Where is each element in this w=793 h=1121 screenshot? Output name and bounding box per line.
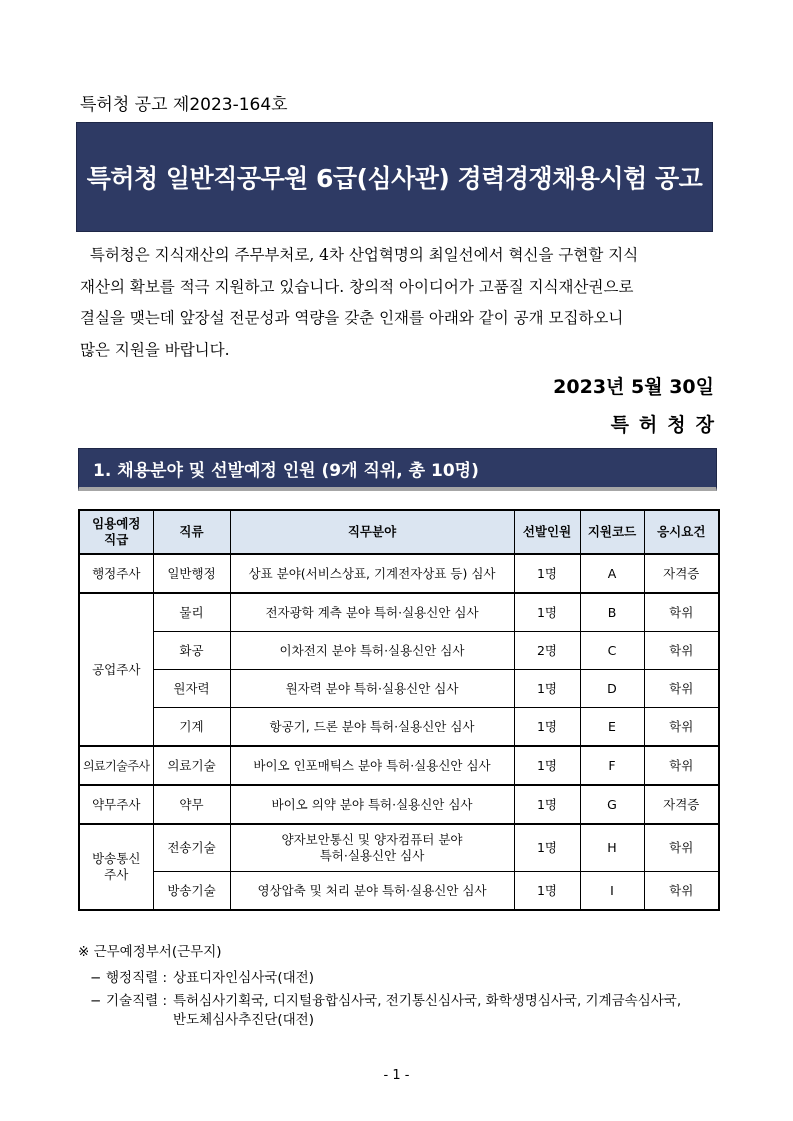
cell-track: 화공 xyxy=(153,632,230,670)
cell-count: 1명 xyxy=(514,554,580,593)
notice-date: 2023년 5월 30일 xyxy=(553,376,714,398)
cell-count: 1명 xyxy=(514,872,580,911)
cell-grade: 공업주사 xyxy=(79,593,153,746)
cell-grade: 방송통신 주사 xyxy=(79,824,153,910)
recruitment-table xyxy=(78,509,720,911)
cell-code: B xyxy=(580,593,644,632)
dash-bullet: − xyxy=(90,970,102,986)
cell-count: 1명 xyxy=(514,593,580,632)
cell-code: C xyxy=(580,632,644,670)
header-track: 직류 xyxy=(153,510,230,554)
header-requirement: 응시요건 xyxy=(644,510,719,554)
intro-paragraph xyxy=(80,240,715,366)
table-row xyxy=(79,554,719,593)
cell-field: 전자광학 계측 분야 특허·실용신안 심사 xyxy=(230,593,514,632)
cell-requirement: 자격증 xyxy=(644,554,719,593)
issuer-signature: 특허청장 xyxy=(610,414,724,436)
note-label: 기술직렬 : xyxy=(106,993,168,1009)
table-row xyxy=(79,746,719,785)
intro-line: 특허청은 지식재산의 주무부처로, 4차 산업혁명의 최일선에서 혁신을 구현할 지식 xyxy=(80,246,639,264)
table-row xyxy=(79,872,719,911)
cell-field: 상표 분야(서비스상표, 기계전자상표 등) 심사 xyxy=(230,554,514,593)
cell-field: 원자력 분야 특허·실용신안 심사 xyxy=(230,670,514,708)
cell-code: D xyxy=(580,670,644,708)
cell-code: A xyxy=(580,554,644,593)
notice-number: 특허청 공고 제2023-164호 xyxy=(80,95,288,115)
notes-title: ※ 근무예정부서(근무지) xyxy=(78,944,222,960)
cell-grade: 의료기술주사 xyxy=(79,746,153,785)
cell-requirement: 학위 xyxy=(644,708,719,747)
table-row xyxy=(79,670,719,708)
note-text: 상표디자인심사국(대전) xyxy=(173,970,314,986)
note-text: 특허심사기획국, 디지털융합심사국, 전기통신심사국, 화학생명심사국, 기계금속심사국, 반도체심사추진단(대전) xyxy=(173,993,682,1028)
cell-field: 양자보안통신 및 양자컴퓨터 분야 특허·실용신안 심사 xyxy=(230,824,514,872)
cell-field: 영상압축 및 처리 분야 특허·실용신안 심사 xyxy=(230,872,514,911)
section-1-title: 1. 채용분야 및 선발예정 인원 (9개 직위, 총 10명) xyxy=(93,460,479,481)
cell-track: 기계 xyxy=(153,708,230,747)
cell-grade: 행정주사 xyxy=(79,554,153,593)
cell-grade: 약무주사 xyxy=(79,785,153,824)
note-item xyxy=(90,969,698,988)
cell-field: 이차전지 분야 특허·실용신안 심사 xyxy=(230,632,514,670)
dash-bullet: − xyxy=(90,993,102,1009)
cell-requirement: 학위 xyxy=(644,872,719,911)
cell-count: 1명 xyxy=(514,708,580,747)
cell-track: 일반행정 xyxy=(153,554,230,593)
cell-count: 1명 xyxy=(514,824,580,872)
cell-track: 원자력 xyxy=(153,670,230,708)
cell-code: H xyxy=(580,824,644,872)
intro-line: 재산의 확보를 적극 지원하고 있습니다. 창의적 아이디어가 고품질 지식재산권으로 xyxy=(80,277,634,296)
note-item xyxy=(90,992,698,1030)
cell-count: 2명 xyxy=(514,632,580,670)
cell-count: 1명 xyxy=(514,670,580,708)
cell-requirement: 학위 xyxy=(644,632,719,670)
cell-requirement: 자격증 xyxy=(644,785,719,824)
table-row xyxy=(79,708,719,747)
page-number: - 1 - xyxy=(383,1068,410,1083)
cell-field: 바이오 인포매틱스 분야 특허·실용신안 심사 xyxy=(230,746,514,785)
cell-track: 약무 xyxy=(153,785,230,824)
table-row xyxy=(79,593,719,632)
cell-field: 바이오 의약 분야 특허·실용신안 심사 xyxy=(230,785,514,824)
cell-field: 항공기, 드론 분야 특허·실용신안 심사 xyxy=(230,708,514,747)
cell-count: 1명 xyxy=(514,785,580,824)
note-label: 행정직렬 : xyxy=(106,970,168,986)
table-row xyxy=(79,632,719,670)
table-row xyxy=(79,824,719,872)
cell-track: 전송기술 xyxy=(153,824,230,872)
cell-requirement: 학위 xyxy=(644,746,719,785)
cell-count: 1명 xyxy=(514,746,580,785)
header-count: 선발인원 xyxy=(514,510,580,554)
page-title: 특허청 일반직공무원 6급(심사관) 경력경쟁채용시험 공고 xyxy=(86,164,703,193)
cell-requirement: 학위 xyxy=(644,593,719,632)
cell-track: 방송기술 xyxy=(153,872,230,911)
cell-requirement: 학위 xyxy=(644,670,719,708)
intro-line: 결실을 맺는데 앞장설 전문성과 역량을 갖춘 인재를 아래와 같이 공개 모집하오니 xyxy=(80,309,624,327)
cell-code: E xyxy=(580,708,644,747)
header-field: 직무분야 xyxy=(230,510,514,554)
header-grade: 임용예정 직급 xyxy=(79,510,153,554)
section-1-header xyxy=(78,448,717,491)
title-banner xyxy=(76,122,713,232)
cell-code: G xyxy=(580,785,644,824)
cell-track: 물리 xyxy=(153,593,230,632)
cell-code: I xyxy=(580,872,644,911)
header-code: 지원코드 xyxy=(580,510,644,554)
cell-track: 의료기술 xyxy=(153,746,230,785)
cell-requirement: 학위 xyxy=(644,824,719,872)
cell-code: F xyxy=(580,746,644,785)
intro-line: 많은 지원을 바랍니다. xyxy=(80,340,230,359)
table-header-row xyxy=(79,510,719,554)
table-row xyxy=(79,785,719,824)
work-location-notes xyxy=(78,943,698,1030)
